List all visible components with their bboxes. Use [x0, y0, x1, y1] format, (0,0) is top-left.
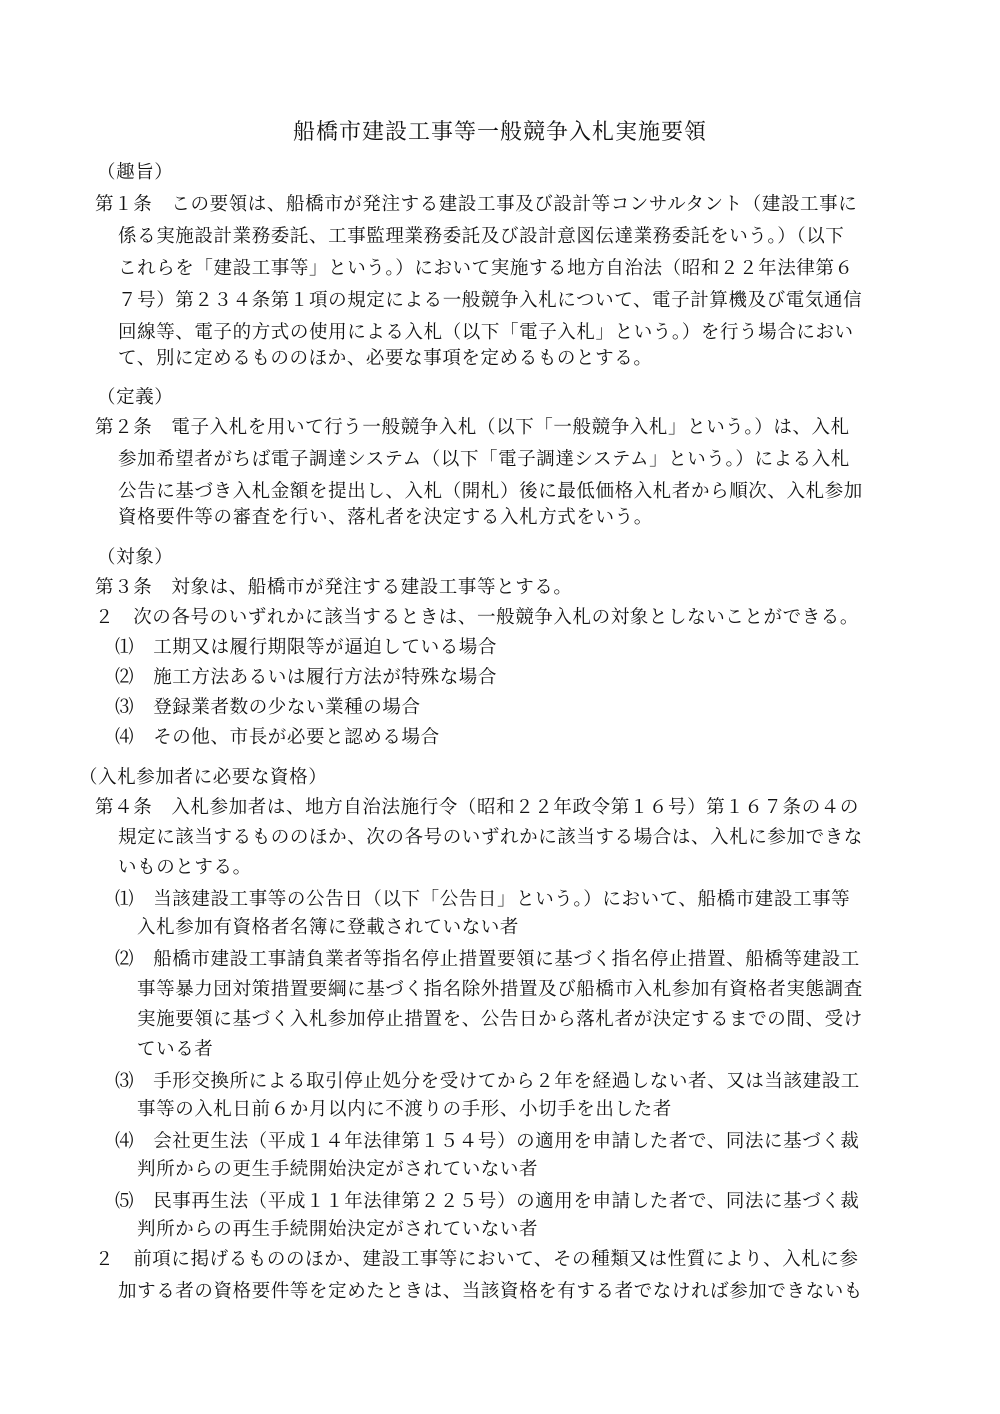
article-3-paragraph-2: ２ 次の各号のいずれかに該当するときは、一般競争入札の対象としないことができる。 [95, 607, 860, 628]
article-4-item: ⑵ 船橋市建設工事請負業者等指名停止措置要領に基づく指名停止措置、船橋等建設工 [115, 949, 860, 970]
heading-qualification: （入札参加者に必要な資格） [79, 767, 328, 788]
article-2-line: 公告に基づき入札金額を提出し、入札（開札）後に最低価格入札者から順次、入札参加 [118, 481, 863, 502]
article-4-line: 規定に該当するもののほか、次の各号のいずれかに該当する場合は、入札に参加できな [118, 827, 863, 848]
heading-purpose: （趣旨） [97, 162, 174, 183]
article-4-line: いものとする。 [118, 857, 252, 878]
article-2-line: 第２条 電子入札を用いて行う一般競争入札（以下「一般競争入札」という。）は、入札 [95, 417, 850, 438]
article-1-line: これらを「建設工事等」という。）において実施する地方自治法（昭和２２年法律第６ [118, 258, 854, 279]
heading-definition: （定義） [97, 387, 174, 408]
heading-scope: （対象） [97, 547, 174, 568]
article-4-item-continuation: 入札参加有資格者名簿に登載されていない者 [137, 917, 520, 938]
article-4-paragraph-2-continuation: 加する者の資格要件等を定めたときは、当該資格を有する者でなければ参加できないも [118, 1281, 863, 1302]
article-1-line: 第１条 この要領は、船橋市が発注する建設工事及び設計等コンサルタント（建設工事に [95, 194, 858, 215]
article-4-item: ⑷ 会社更生法（平成１４年法律第１５４号）の適用を申請した者で、同法に基づく裁 [115, 1131, 860, 1152]
article-1-line: て、別に定めるもののほか、必要な事項を定めるものとする。 [118, 348, 653, 369]
article-4-item-continuation: 事等の入札日前６か月以内に不渡りの手形、小切手を出した者 [137, 1099, 672, 1120]
article-4-item-continuation: ている者 [137, 1039, 214, 1060]
article-3-line: 第３条 対象は、船橋市が発注する建設工事等とする。 [95, 577, 573, 598]
article-4-line: 第４条 入札参加者は、地方自治法施行令（昭和２２年政令第１６号）第１６７条の４の [95, 797, 860, 818]
article-1-line: ７号）第２３４条第１項の規定による一般競争入札について、電子計算機及び電気通信 [118, 290, 863, 311]
article-2-line: 資格要件等の審査を行い、落札者を決定する入札方式をいう。 [118, 507, 653, 528]
article-4-item-continuation: 判所からの再生手続開始決定がされていない者 [137, 1219, 539, 1240]
article-3-item: ⑵ 施工方法あるいは履行方法が特殊な場合 [115, 667, 498, 688]
article-4-paragraph-2: ２ 前項に掲げるもののほか、建設工事等において、その種類又は性質により、入札に参 [95, 1249, 859, 1270]
article-3-item: ⑷ その他、市長が必要と認める場合 [115, 727, 440, 748]
document-title: 船橋市建設工事等一般競争入札実施要領 [292, 120, 707, 145]
article-1-line: 回線等、電子的方式の使用による入札（以下「電子入札」という。）を行う場合におい [118, 322, 854, 343]
article-4-item: ⑶ 手形交換所による取引停止処分を受けてから２年を経過しない者、又は当該建設工 [115, 1071, 860, 1092]
article-4-item: ⑸ 民事再生法（平成１１年法律第２２５号）の適用を申請した者で、同法に基づく裁 [115, 1191, 860, 1212]
article-1-line: 係る実施設計業務委託、工事監理業務委託及び設計意図伝達業務委託をいう。）（以下 [118, 226, 845, 247]
article-2-line: 参加希望者がちば電子調達システム（以下「電子調達システム」という。）による入札 [118, 449, 850, 470]
article-4-item-continuation: 実施要領に基づく入札参加停止措置を、公告日から落札者が決定するまでの間、受け [137, 1009, 863, 1030]
article-3-item: ⑶ 登録業者数の少ない業種の場合 [115, 697, 421, 718]
article-4-item-continuation: 判所からの更生手続開始決定がされていない者 [137, 1159, 539, 1180]
article-3-item: ⑴ 工期又は履行期限等が逼迫している場合 [115, 637, 498, 658]
article-4-item-continuation: 事等暴力団対策措置要綱に基づく指名除外措置及び船橋市入札参加有資格者実態調査 [137, 979, 863, 1000]
article-4-item: ⑴ 当該建設工事等の公告日（以下「公告日」という。）において、船橋市建設工事等 [115, 889, 851, 910]
